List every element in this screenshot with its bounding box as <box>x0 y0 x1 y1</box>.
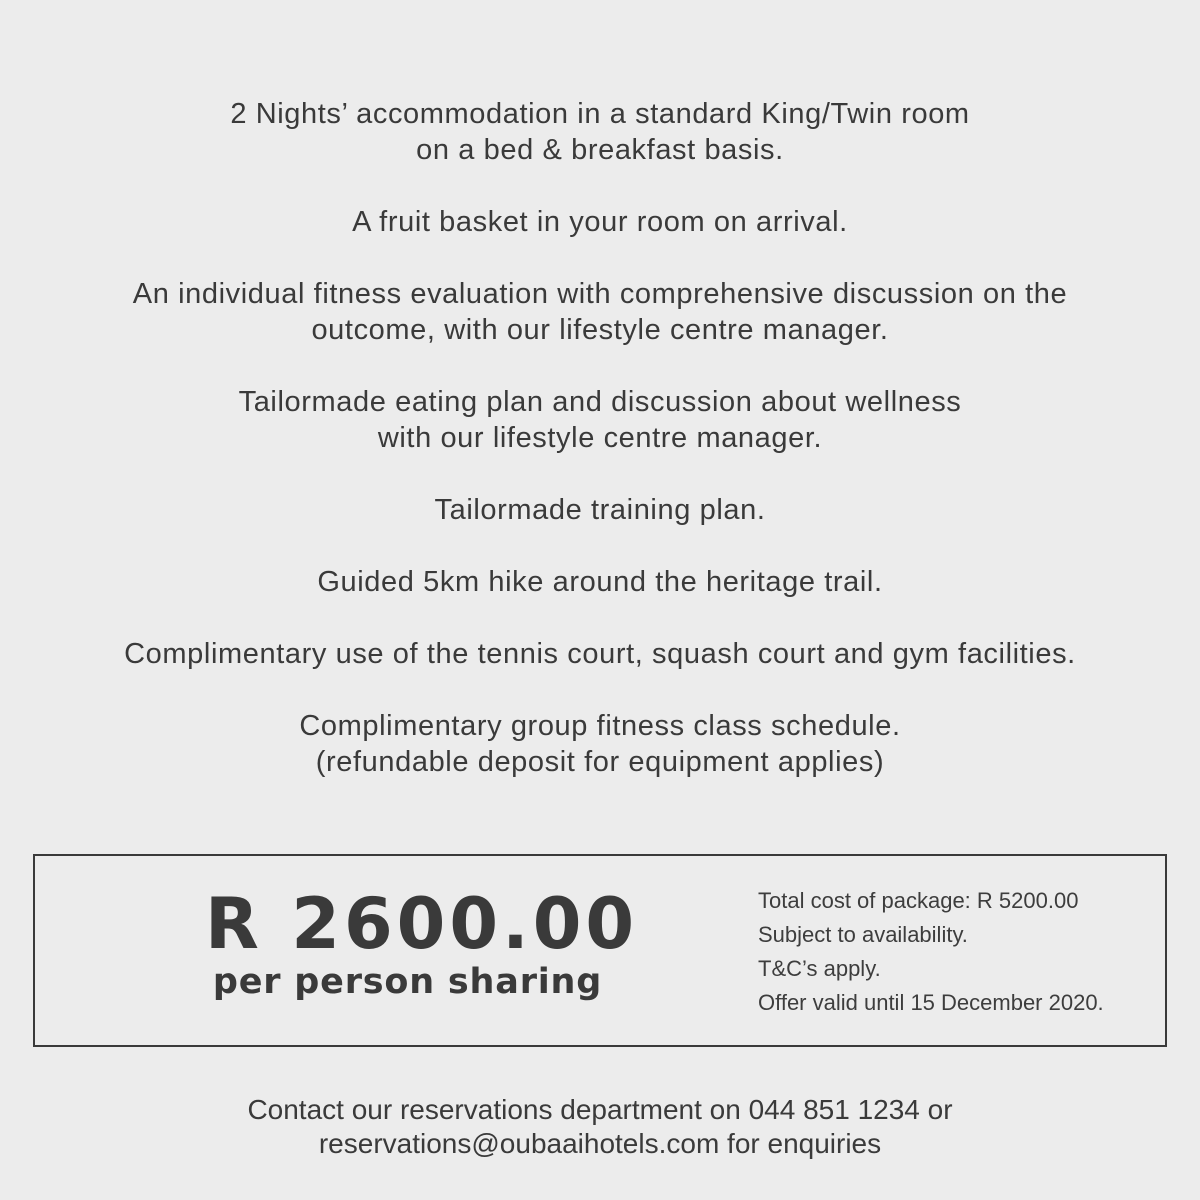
contact-phone-line: Contact our reservations department on 044 851 1234 or <box>247 1094 953 1125</box>
inclusion-line: An individual fitness evaluation with comprehensive discussion on the <box>132 278 1068 310</box>
inclusion-facilities <box>0 636 1200 672</box>
price-box <box>33 854 1167 1047</box>
inclusion-line: (refundable deposit for equipment applies) <box>315 746 885 778</box>
term-offer-validity: Offer valid until 15 December 2020. <box>758 990 1104 1015</box>
inclusion-fitness-evaluation <box>0 276 1200 348</box>
inclusion-line: Complimentary group fitness class schedule. <box>299 710 901 742</box>
inclusion-line: A fruit basket in your room on arrival. <box>352 206 848 238</box>
inclusion-line: outcome, with our lifestyle centre manager. <box>311 314 889 346</box>
inclusion-line: on a bed & breakfast basis. <box>416 134 784 166</box>
inclusion-accommodation <box>0 96 1200 168</box>
inclusion-fruit-basket <box>0 204 1200 240</box>
inclusion-eating-plan <box>0 384 1200 456</box>
inclusion-line: 2 Nights’ accommodation in a standard King/Twin room <box>230 98 970 130</box>
inclusion-training-plan <box>0 492 1200 528</box>
inclusion-line: with our lifestyle centre manager. <box>377 422 823 454</box>
price-amount: R 2600.00 <box>205 883 639 965</box>
inclusion-fitness-classes <box>0 708 1200 780</box>
package-inclusions-list <box>0 96 1200 816</box>
term-conditions: T&C’s apply. <box>758 956 881 981</box>
inclusion-line: Guided 5km hike around the heritage trail. <box>317 566 883 598</box>
price-basis: per person sharing <box>212 962 603 1002</box>
inclusion-line: Tailormade eating plan and discussion about wellness <box>238 386 962 418</box>
inclusion-line: Complimentary use of the tennis court, squash court and gym facilities. <box>124 638 1076 670</box>
term-availability: Subject to availability. <box>758 922 968 947</box>
terms-list <box>758 884 1104 1020</box>
term-total-cost: Total cost of package: R 5200.00 <box>758 888 1079 913</box>
contact-email-line: reservations@oubaaihotels.com for enquiries <box>318 1128 882 1159</box>
inclusion-line: Tailormade training plan. <box>434 494 766 526</box>
contact-info <box>0 1093 1200 1161</box>
inclusion-guided-hike <box>0 564 1200 600</box>
price-block <box>205 883 639 1002</box>
